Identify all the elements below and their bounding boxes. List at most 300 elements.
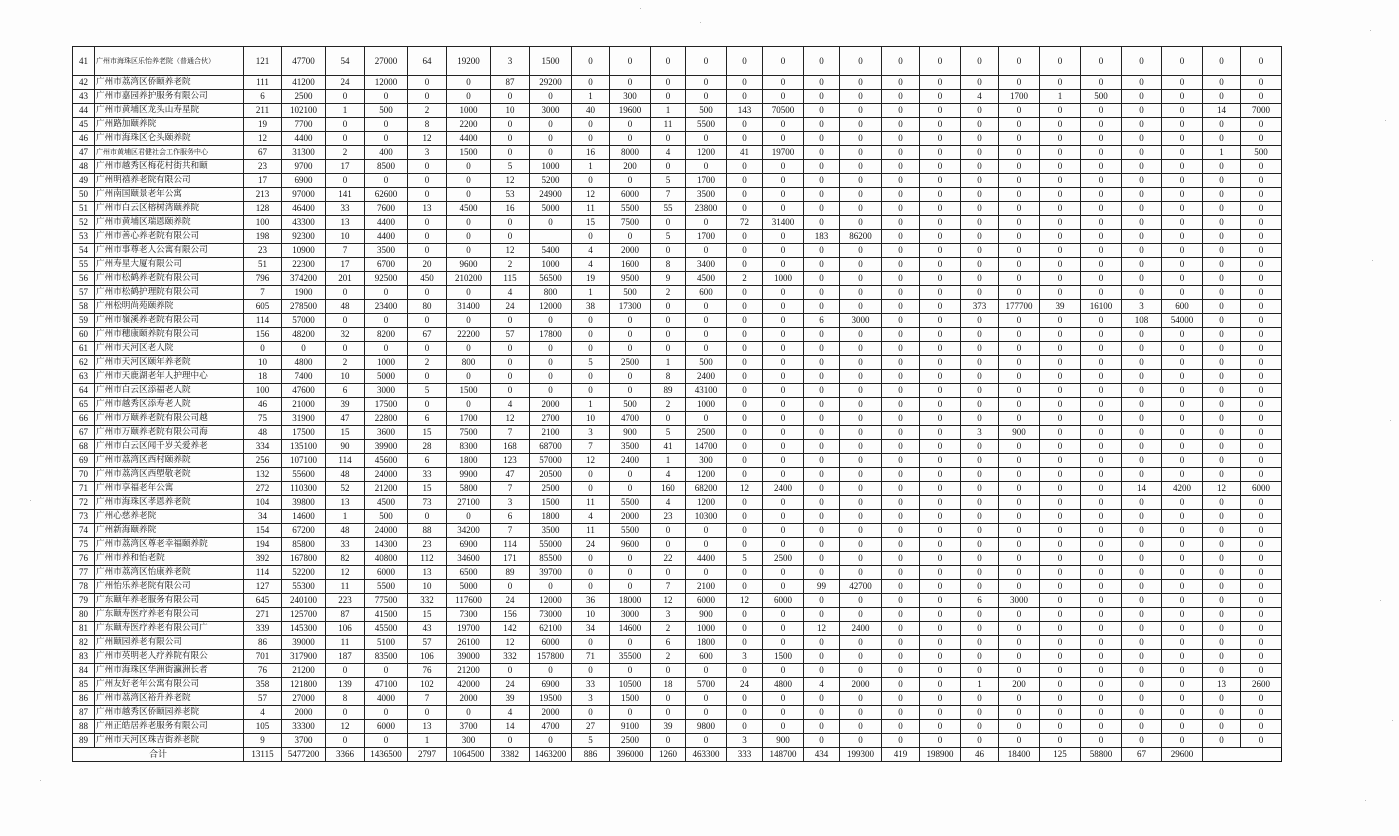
table-cell: 31300 — [282, 146, 326, 160]
row-number: 80 — [73, 608, 95, 622]
table-cell: 0 — [727, 314, 763, 328]
table-cell: 19500 — [530, 692, 572, 706]
table-cell: 0 — [1122, 496, 1162, 510]
table-cell: 1600 — [610, 258, 651, 272]
table-cell: 4 — [961, 90, 999, 104]
table-cell: 0 — [763, 76, 804, 90]
table-cell: 0 — [408, 76, 447, 90]
table-cell: 10 — [244, 356, 282, 370]
table-cell: 0 — [999, 468, 1040, 482]
table-cell: 7500 — [447, 426, 491, 440]
table-cell: 0 — [1203, 174, 1241, 188]
table-cell: 0 — [1081, 216, 1122, 230]
table-cell: 0 — [727, 720, 763, 734]
table-cell: 2000 — [447, 692, 491, 706]
table-cell: 271 — [244, 608, 282, 622]
table-cell: 0 — [651, 706, 686, 720]
table-cell: 0 — [920, 426, 961, 440]
table-cell: 0 — [408, 370, 447, 384]
table-cell: 0 — [804, 244, 840, 258]
table-cell: 0 — [840, 398, 882, 412]
table-cell: 9 — [651, 272, 686, 286]
row-number: 46 — [73, 132, 95, 146]
table-cell: 0 — [1122, 202, 1162, 216]
table-cell: 0 — [1203, 370, 1241, 384]
table-cell: 500 — [1081, 90, 1122, 104]
table-cell: 0 — [727, 706, 763, 720]
table-cell: 0 — [1122, 230, 1162, 244]
table-row — [73, 398, 1282, 412]
table-cell: 0 — [651, 664, 686, 678]
table-cell: 0 — [1081, 734, 1122, 748]
table-cell: 0 — [1081, 314, 1122, 328]
table-cell: 0 — [1040, 706, 1081, 720]
table-cell: 0 — [727, 47, 763, 76]
table-cell: 0 — [882, 468, 920, 482]
table-cell: 0 — [804, 636, 840, 650]
table-cell: 24 — [326, 76, 365, 90]
table-cell: 0 — [1122, 720, 1162, 734]
table-cell: 7700 — [282, 118, 326, 132]
table-cell: 5 — [651, 174, 686, 188]
table-cell: 0 — [686, 300, 727, 314]
table-cell: 0 — [491, 146, 530, 160]
table-cell: 0 — [326, 118, 365, 132]
table-cell: 0 — [1081, 426, 1122, 440]
table-cell: 0 — [686, 76, 727, 90]
table-cell: 2000 — [610, 244, 651, 258]
table-cell: 2 — [651, 398, 686, 412]
table-cell: 0 — [1040, 104, 1081, 118]
row-number: 43 — [73, 90, 95, 104]
table-cell: 187 — [326, 650, 365, 664]
table-cell: 17 — [326, 258, 365, 272]
table-cell: 0 — [530, 342, 572, 356]
table-cell: 0 — [1241, 468, 1282, 482]
table-cell: 0 — [491, 230, 530, 244]
table-cell: 0 — [447, 188, 491, 202]
row-number: 81 — [73, 622, 95, 636]
table-cell: 0 — [1122, 622, 1162, 636]
table-row — [73, 328, 1282, 342]
table-cell: 0 — [530, 118, 572, 132]
scan-speck — [1380, 600, 1381, 601]
table-cell: 500 — [686, 356, 727, 370]
table-cell: 39 — [651, 720, 686, 734]
table-cell: 5 — [572, 356, 610, 370]
table-cell: 240100 — [282, 594, 326, 608]
table-cell: 0 — [727, 328, 763, 342]
table-cell: 6900 — [447, 538, 491, 552]
table-cell: 0 — [727, 342, 763, 356]
table-cell: 24000 — [365, 468, 408, 482]
table-cell: 0 — [1081, 230, 1122, 244]
table-cell: 0 — [804, 370, 840, 384]
table-cell: 0 — [447, 510, 491, 524]
table-cell: 4 — [572, 510, 610, 524]
table-cell: 0 — [840, 174, 882, 188]
table-cell: 0 — [1162, 524, 1203, 538]
table-cell: 0 — [763, 566, 804, 580]
table-cell: 0 — [686, 734, 727, 748]
table-row — [73, 146, 1282, 160]
table-cell: 154 — [244, 524, 282, 538]
table-cell: 0 — [920, 496, 961, 510]
table-cell: 9 — [244, 734, 282, 748]
table-cell: 0 — [447, 314, 491, 328]
table-row — [73, 202, 1282, 216]
table-row — [73, 734, 1282, 748]
table-cell: 0 — [804, 202, 840, 216]
table-cell: 6500 — [447, 566, 491, 580]
scan-speck — [1392, 720, 1393, 721]
institution-name: 广州颐园养老有限公司 — [95, 636, 244, 650]
table-cell: 0 — [326, 706, 365, 720]
table-cell: 6 — [408, 412, 447, 426]
table-cell: 0 — [1203, 636, 1241, 650]
row-number: 67 — [73, 426, 95, 440]
table-cell: 0 — [1081, 538, 1122, 552]
institution-name: 广州市海珠区孝恩养老院 — [95, 496, 244, 510]
table-cell: 0 — [727, 286, 763, 300]
table-cell: 7300 — [447, 608, 491, 622]
table-cell: 0 — [491, 384, 530, 398]
table-cell: 5 — [408, 384, 447, 398]
total-cell: 1260 — [651, 748, 686, 762]
table-cell: 4200 — [1162, 482, 1203, 496]
table-cell: 0 — [882, 636, 920, 650]
institution-name: 广州市黄埔区瑞恩颐养院 — [95, 216, 244, 230]
scan-speck — [1390, 420, 1391, 421]
table-cell: 0 — [999, 370, 1040, 384]
table-cell: 0 — [882, 76, 920, 90]
table-cell: 1 — [651, 104, 686, 118]
table-cell: 15 — [408, 426, 447, 440]
table-cell: 0 — [961, 356, 999, 370]
table-cell: 20 — [408, 258, 447, 272]
table-cell: 0 — [1040, 426, 1081, 440]
table-cell: 0 — [491, 216, 530, 230]
row-number: 59 — [73, 314, 95, 328]
table-cell: 0 — [1203, 538, 1241, 552]
table-cell: 13 — [408, 202, 447, 216]
table-cell: 0 — [491, 132, 530, 146]
table-cell: 0 — [920, 370, 961, 384]
table-cell: 0 — [1203, 510, 1241, 524]
table-cell: 13 — [408, 720, 447, 734]
table-cell: 0 — [999, 720, 1040, 734]
table-cell: 24 — [491, 300, 530, 314]
table-cell: 12 — [408, 132, 447, 146]
table-cell: 0 — [920, 286, 961, 300]
table-cell: 0 — [727, 230, 763, 244]
table-cell: 2200 — [447, 118, 491, 132]
table-cell: 12 — [491, 244, 530, 258]
table-cell: 47700 — [282, 47, 326, 76]
table-cell: 1200 — [686, 496, 727, 510]
table-cell: 33 — [572, 678, 610, 692]
table-row — [73, 90, 1282, 104]
table-cell: 0 — [1040, 622, 1081, 636]
table-cell: 0 — [999, 342, 1040, 356]
table-cell: 4800 — [763, 678, 804, 692]
table-cell: 0 — [840, 734, 882, 748]
table-cell: 24 — [491, 678, 530, 692]
table-cell: 2 — [651, 650, 686, 664]
table-cell: 0 — [1241, 496, 1282, 510]
table-cell: 6000 — [686, 594, 727, 608]
table-cell: 0 — [1241, 174, 1282, 188]
table-cell: 34 — [572, 622, 610, 636]
table-cell: 2 — [408, 356, 447, 370]
table-cell: 112 — [408, 552, 447, 566]
table-cell: 2000 — [282, 706, 326, 720]
table-cell: 0 — [1040, 370, 1081, 384]
table-cell: 3 — [408, 146, 447, 160]
table-cell: 0 — [686, 412, 727, 426]
table-cell: 114 — [326, 454, 365, 468]
table-cell: 2400 — [763, 482, 804, 496]
table-cell: 27100 — [447, 496, 491, 510]
table-cell: 0 — [610, 76, 651, 90]
table-cell: 600 — [1162, 300, 1203, 314]
table-cell: 0 — [840, 90, 882, 104]
table-cell: 2100 — [530, 426, 572, 440]
table-cell: 167800 — [282, 552, 326, 566]
table-cell: 0 — [1081, 132, 1122, 146]
table-cell: 0 — [1122, 272, 1162, 286]
table-cell: 0 — [840, 496, 882, 510]
table-cell: 5500 — [610, 496, 651, 510]
table-cell: 0 — [840, 650, 882, 664]
table-cell: 0 — [572, 76, 610, 90]
table-cell: 8200 — [365, 328, 408, 342]
table-cell: 0 — [408, 706, 447, 720]
table-cell: 1000 — [447, 104, 491, 118]
table-cell: 0 — [610, 230, 651, 244]
table-cell: 0 — [1162, 440, 1203, 454]
table-cell: 0 — [727, 174, 763, 188]
institution-name: 广东颐寿医疗养老有限公司 — [95, 608, 244, 622]
table-cell: 0 — [763, 510, 804, 524]
table-cell: 0 — [1241, 202, 1282, 216]
table-cell: 67200 — [282, 524, 326, 538]
table-cell: 0 — [572, 47, 610, 76]
table-cell: 3000 — [999, 594, 1040, 608]
table-cell: 374200 — [282, 272, 326, 286]
table-cell: 0 — [651, 314, 686, 328]
table-cell: 139 — [326, 678, 365, 692]
table-cell: 0 — [530, 356, 572, 370]
table-cell: 0 — [999, 608, 1040, 622]
table-cell: 0 — [1040, 440, 1081, 454]
table-cell: 0 — [1162, 90, 1203, 104]
table-cell: 0 — [727, 454, 763, 468]
total-cell: 58800 — [1081, 748, 1122, 762]
table-cell: 57000 — [530, 454, 572, 468]
table-cell: 0 — [1241, 258, 1282, 272]
table-cell: 34600 — [447, 552, 491, 566]
table-cell: 1000 — [686, 622, 727, 636]
table-cell: 0 — [999, 440, 1040, 454]
total-cell: 1463200 — [530, 748, 572, 762]
table-cell: 0 — [1040, 314, 1081, 328]
table-cell: 0 — [961, 398, 999, 412]
table-cell: 0 — [804, 720, 840, 734]
table-cell: 0 — [763, 496, 804, 510]
table-cell: 0 — [920, 104, 961, 118]
table-cell: 16 — [491, 202, 530, 216]
table-cell: 1200 — [686, 146, 727, 160]
table-cell: 0 — [804, 398, 840, 412]
table-cell: 0 — [999, 104, 1040, 118]
table-cell: 0 — [1122, 258, 1162, 272]
table-cell: 17 — [244, 174, 282, 188]
table-cell: 1 — [572, 286, 610, 300]
table-cell: 1700 — [686, 230, 727, 244]
table-cell: 24 — [572, 538, 610, 552]
table-cell: 0 — [840, 692, 882, 706]
table-cell: 4 — [491, 706, 530, 720]
table-cell: 5 — [651, 426, 686, 440]
table-cell: 0 — [840, 636, 882, 650]
table-cell: 142 — [491, 622, 530, 636]
table-cell: 0 — [1203, 398, 1241, 412]
table-cell: 71 — [572, 650, 610, 664]
row-number: 85 — [73, 678, 95, 692]
table-cell: 7 — [491, 426, 530, 440]
row-number: 86 — [73, 692, 95, 706]
table-cell: 0 — [1040, 594, 1081, 608]
table-cell: 0 — [727, 160, 763, 174]
table-cell: 28 — [408, 440, 447, 454]
table-cell: 5200 — [530, 174, 572, 188]
table-cell: 0 — [727, 440, 763, 454]
table-cell: 0 — [1241, 398, 1282, 412]
total-cell: 199300 — [840, 748, 882, 762]
institution-name: 广州市嘉园养护服务有限公司 — [95, 90, 244, 104]
table-cell: 2 — [651, 622, 686, 636]
table-cell: 0 — [763, 580, 804, 594]
table-cell: 198 — [244, 230, 282, 244]
table-cell: 12 — [244, 132, 282, 146]
table-cell: 0 — [408, 90, 447, 104]
row-number: 45 — [73, 118, 95, 132]
table-cell: 0 — [572, 118, 610, 132]
table-cell: 0 — [763, 398, 804, 412]
table-cell: 0 — [1081, 594, 1122, 608]
institution-name: 广州市天鹿湖老年人护理中心 — [95, 370, 244, 384]
table-cell: 11 — [572, 496, 610, 510]
table-cell: 0 — [727, 90, 763, 104]
table-cell: 0 — [1203, 412, 1241, 426]
table-cell: 0 — [1203, 286, 1241, 300]
table-cell: 0 — [1040, 734, 1081, 748]
table-cell: 0 — [1241, 216, 1282, 230]
table-cell: 0 — [610, 342, 651, 356]
total-cell: 1064500 — [447, 748, 491, 762]
table-cell: 0 — [727, 622, 763, 636]
table-cell: 0 — [686, 692, 727, 706]
table-cell: 0 — [610, 566, 651, 580]
table-cell — [530, 230, 572, 244]
table-cell: 4 — [491, 286, 530, 300]
table-cell: 0 — [651, 734, 686, 748]
table-cell: 32 — [326, 328, 365, 342]
table-cell: 0 — [920, 538, 961, 552]
institution-name: 广州市黄埔区君健社会工作服务中心 — [95, 146, 244, 160]
table-cell: 5400 — [530, 244, 572, 258]
table-cell: 19 — [572, 272, 610, 286]
table-cell: 0 — [572, 132, 610, 146]
table-cell: 0 — [961, 230, 999, 244]
table-cell: 0 — [920, 174, 961, 188]
table-cell: 0 — [1162, 244, 1203, 258]
table-cell: 6 — [491, 510, 530, 524]
table-cell: 1 — [326, 104, 365, 118]
row-number: 69 — [73, 454, 95, 468]
table-cell: 0 — [651, 328, 686, 342]
table-cell: 0 — [920, 160, 961, 174]
table-cell: 0 — [920, 566, 961, 580]
table-cell: 0 — [920, 398, 961, 412]
table-cell: 2 — [326, 356, 365, 370]
table-cell: 125700 — [282, 608, 326, 622]
table-cell: 0 — [1040, 664, 1081, 678]
institution-name: 广州市享福老年公寓 — [95, 482, 244, 496]
table-cell: 0 — [447, 706, 491, 720]
table-cell: 0 — [1203, 356, 1241, 370]
table-cell: 500 — [610, 286, 651, 300]
table-cell: 0 — [1241, 440, 1282, 454]
table-cell: 52200 — [282, 566, 326, 580]
table-cell: 3000 — [610, 608, 651, 622]
table-cell: 0 — [491, 314, 530, 328]
scan-speck — [1372, 260, 1373, 261]
table-cell: 0 — [1122, 538, 1162, 552]
table-cell: 0 — [882, 580, 920, 594]
table-cell: 4400 — [365, 216, 408, 230]
table-cell: 67 — [244, 146, 282, 160]
table-cell: 0 — [1241, 636, 1282, 650]
table-cell: 55600 — [282, 468, 326, 482]
table-cell: 0 — [920, 342, 961, 356]
table-cell: 143 — [727, 104, 763, 118]
table-cell: 1500 — [763, 650, 804, 664]
table-cell: 0 — [1040, 636, 1081, 650]
table-cell: 22200 — [447, 328, 491, 342]
table-cell: 2 — [326, 146, 365, 160]
table-cell: 0 — [961, 664, 999, 678]
table-cell: 0 — [727, 132, 763, 146]
table-cell: 0 — [999, 202, 1040, 216]
table-cell: 80 — [408, 300, 447, 314]
table-cell: 13 — [326, 216, 365, 230]
table-cell: 0 — [961, 314, 999, 328]
table-cell: 0 — [920, 188, 961, 202]
table-cell: 121 — [244, 47, 282, 76]
row-number: 50 — [73, 188, 95, 202]
table-cell: 0 — [961, 468, 999, 482]
table-cell: 0 — [572, 314, 610, 328]
table-cell: 7 — [326, 244, 365, 258]
table-cell: 0 — [840, 426, 882, 440]
table-cell: 0 — [1122, 440, 1162, 454]
table-cell: 41 — [727, 146, 763, 160]
table-cell: 500 — [365, 104, 408, 118]
table-cell: 0 — [1162, 692, 1203, 706]
table-row — [73, 622, 1282, 636]
